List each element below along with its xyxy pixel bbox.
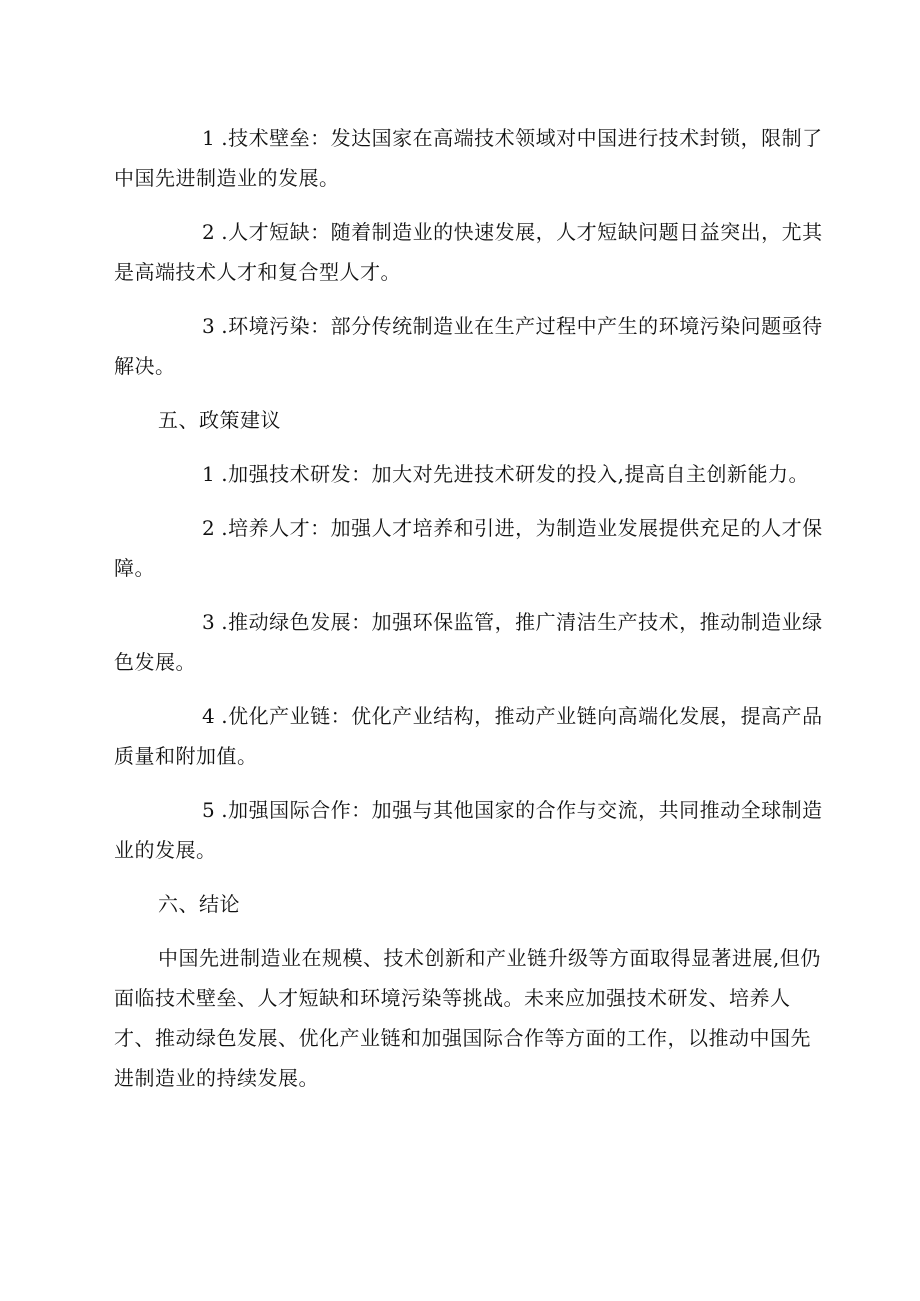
item-text: .培养人才：加强人才培养和引进，为制造业发展提供充足的人才保障。: [114, 516, 823, 580]
policy-item-3: [114, 602, 824, 682]
policy-item-1: [114, 454, 824, 494]
item-number: 3: [202, 314, 216, 338]
item-number: 4: [202, 704, 216, 728]
item-text: .加强国际合作：加强与其他国家的合作与交流，共同推动全球制造业的发展。: [114, 798, 823, 862]
item-number: 3: [202, 610, 216, 634]
item-number: 5: [202, 798, 216, 822]
item-text: .优化产业链：优化产业结构，推动产业链向高端化发展，提高产品质量和附加值。: [114, 704, 823, 768]
item-number: 1: [202, 462, 216, 486]
challenge-item-2: [114, 212, 824, 292]
document-body: [114, 118, 824, 1112]
item-number: 1: [202, 126, 216, 150]
item-text: .推动绿色发展：加强环保监管，推广清洁生产技术，推动制造业绿色发展。: [114, 610, 823, 674]
policy-item-4: [114, 696, 824, 776]
challenge-item-1: [114, 118, 824, 198]
item-number: 2: [202, 220, 216, 244]
section-heading-conclusion: 六、结论: [158, 892, 240, 916]
policy-item-5: [114, 790, 824, 870]
item-text: .人才短缺：随着制造业的快速发展，人才短缺问题日益突出，尤其是高端技术人才和复合型人才。: [114, 220, 823, 284]
item-text: .加强技术研发：加大对先进技术研发的投入,提高自主创新能力。: [221, 462, 809, 486]
challenge-item-3: [114, 306, 824, 386]
section-heading-policy: 五、政策建议: [158, 408, 281, 432]
conclusion-paragraph: 中国先进制造业在规模、技术创新和产业链升级等方面取得显著进展,但仍面临技术壁垒、人才短缺和环境污染等挑战。未来应加强技术研发、培养人才、推动绿色发展、优化产业链和加强国际合作等方面的工作，以推动中国先进制造业的持续发展。: [114, 946, 821, 1090]
item-text: .环境污染：部分传统制造业在生产过程中产生的环境污染问题亟待解决。: [114, 314, 823, 378]
item-text: .技术壁垒：发达国家在高端技术领域对中国进行技术封锁，限制了中国先进制造业的发展。: [114, 126, 823, 190]
policy-item-2: [114, 508, 824, 588]
item-number: 2: [202, 516, 216, 540]
